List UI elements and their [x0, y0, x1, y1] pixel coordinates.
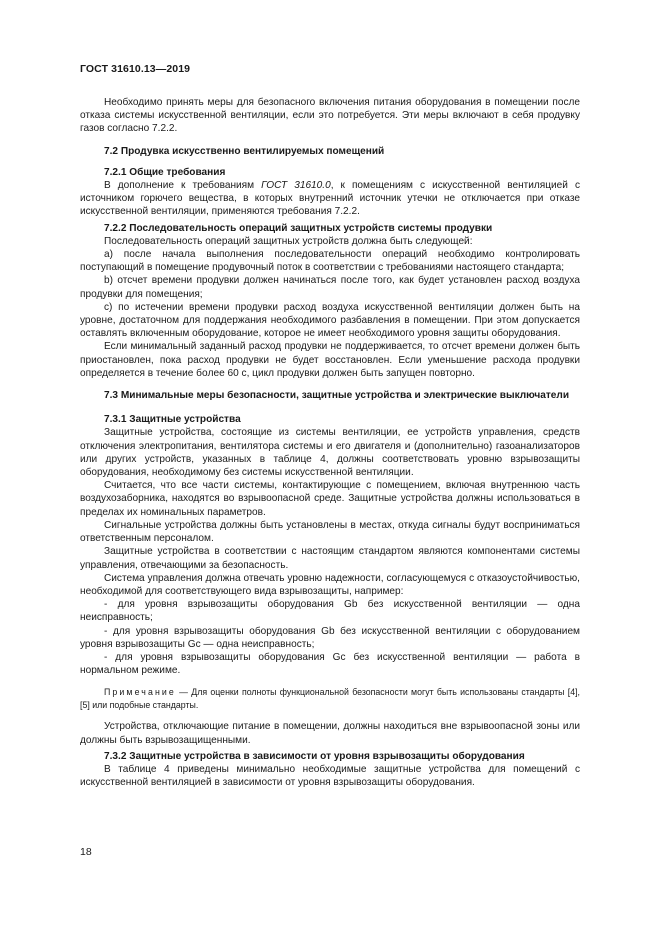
hazardous-area-paragraph: Считается, что все части системы, контактирующие с помещением, включая внутреннюю часть воздухозаборника, находятся во взрывоопасной среде. Защитные устройства должны использоваться в пределах их номинальных параметров.	[80, 480, 580, 518]
protective-devices-paragraph: Защитные устройства, состоящие из системы вентиляции, ее устройств управления, средств отключения электропитания, вентилятора системы и его двигателя и (дополнительно) газоанализаторов или других устройств, указанных в таблице 4, должны соответствовать уровню взрывозащиты оборудования, необходимому без системы искусственной вентиляции.	[80, 427, 580, 479]
text-run: , к помещениям с искусственной вентиляцией с источником горючего вещества, в которых внутренний источник утечки не отключается при отказе искусственной вентиляции, применяются требования 7.2.2.	[80, 180, 580, 218]
section-7-2-heading: 7.2 Продувка искусственно вентилируемых помещений	[104, 145, 385, 157]
document-header: ГОСТ 31610.13—2019	[80, 63, 191, 75]
page-body	[80, 96, 580, 789]
fault-list-item: - для уровня взрывозащиты оборудования Gb без искусственной вентиляции — одна неисправность;	[80, 599, 580, 624]
note-label: Примечание	[104, 687, 176, 698]
purge-rate-paragraph: Если минимальный заданный расход продувки не поддерживается, то отсчет времени должен быть приостановлен, пока расход продувки не будет восстановлен. Если уменьшение расхода продувки определяется в течение бoлее 60 с, цикл продувки должен быть запущен повторно.	[80, 341, 580, 379]
standard-reference: ГОСТ 31610.0	[261, 180, 331, 192]
intro-paragraph: Необходимо принять меры для безопасного включения питания оборудования в помещении после отказа системы искусственной вентиляции, если это потребуется. Эти меры включают в себя продувку газов согласно 7.2.2.	[80, 97, 580, 135]
fault-list-item: - для уровня взрывозащиты оборудования Gb без искусственной вентиляции с оборудованием уровня взрывозащиты Gc — одна неисправность;	[80, 625, 580, 650]
section-7-2-2-heading: 7.2.2 Последовательность операций защитных устройств системы продувки	[104, 222, 493, 234]
section-7-2-1-heading: 7.2.1 Общие требования	[104, 166, 226, 178]
page-number: 18	[80, 846, 92, 858]
section-7-3-2-heading: 7.3.2 Защитные устройства в зависимости от уровня взрывозащиты оборудования	[104, 750, 525, 762]
sequence-intro: Последовательность операций защитных устройств должна быть следующей:	[104, 235, 473, 247]
table-4-reference-paragraph: В таблице 4 приведены минимально необходимые защитные устройства для помещений с искусственной вентиляцией в зависимости от уровня взрывозащиты оборудования.	[80, 763, 580, 789]
list-item-c: с) по истечении времени продувки расход воздуха искусственной вентиляции должен быть на уровне, достаточном для поддержания необходимого разбавления в помещении. При этом допускается оставлять включенным оборудование, которое не имеет необходимого уровня защиты оборудования.	[80, 301, 580, 340]
section-7-3-1-heading: 7.3.1 Защитные устройства	[104, 414, 241, 426]
section-7-3-heading: 7.3 Минимальные меры безопасности, защитные устройства и электрические выключатели	[104, 390, 570, 402]
power-disconnect-paragraph: Устройства, отключающие питание в помещении, должны находиться вне взрывоопасной зоны или должны быть взрывозащищенными.	[80, 721, 580, 746]
fault-list-item: - для уровня взрывозащиты оборудования Gc без искусственной вентиляции — работа в нормальном режиме.	[80, 651, 580, 677]
signal-devices-paragraph: Сигнальные устройства должны быть установлены в местах, откуда сигналы будут восприниматься ответственным персоналом.	[80, 519, 580, 545]
section-7-2-1-paragraph	[80, 179, 580, 219]
text-run: В дополнение к требованиям	[104, 180, 262, 192]
list-item-a: а) после начала выполнения последовательности операций необходимо контролировать поступающий в помещение продувочный поток в соответствии с требованиями настоящего стандарта;	[80, 249, 580, 274]
list-item-b: b) отсчет времени продувки должен начинаться после того, как будет установлен расход воздуха продувки для помещения;	[80, 275, 580, 300]
note	[80, 686, 580, 711]
safety-components-paragraph: Защитные устройства в соответствии с настоящим стандартом являются компонентами системы управления, отвечающими за безопасность.	[80, 546, 580, 571]
reliability-paragraph: Система управления должна отвечать уровню надежности, согласующемуся с отказоустойчивостью, необходимой для соответствующего вида взрывозащиты, например:	[80, 572, 580, 597]
note-text: — Для оценки полноты функциональной безопасности могут быть использованы стандарты [4], [5] или подобные стандарты.	[80, 687, 580, 710]
